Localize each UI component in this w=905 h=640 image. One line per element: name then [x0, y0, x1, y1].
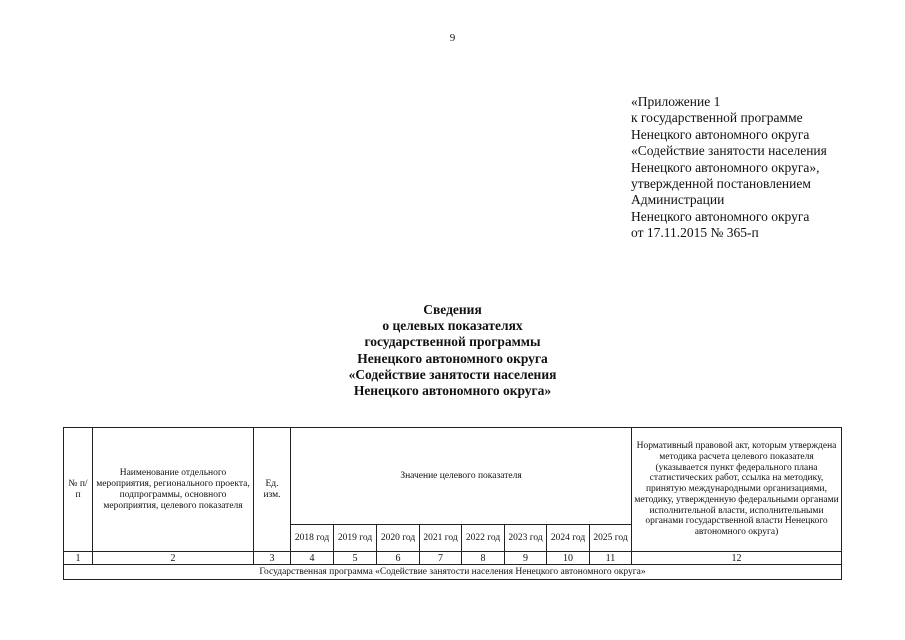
column-number: 3: [254, 552, 291, 565]
document-title: [0, 302, 905, 399]
title-line: Ненецкого автономного округа»: [353, 383, 552, 399]
appendix-line: «Содействие занятости населения: [631, 143, 827, 159]
title-line: государственной программы: [364, 334, 541, 350]
year-cell: 2020 год: [377, 525, 420, 552]
page-number: 9: [449, 32, 456, 44]
program-row: [64, 565, 842, 580]
program-name: Государственная программа «Содействие занятости населения Ненецкого автономного округа»: [64, 565, 842, 580]
header-legal-act: Нормативный правовой акт, которым утверждена методика расчета целевого показателя (указывается пункт федерального плана статистических работ, ссылка на методику, принятую международными организациями, методику, утвержденную федеральными органами исполнительной власти, исполнительными органами государственной власти Ненецкого автономного округа): [632, 428, 842, 552]
column-number: 11: [590, 552, 632, 565]
year-cell: 2018 год: [291, 525, 334, 552]
appendix-line: Ненецкого автономного округа: [631, 208, 810, 224]
header-unit: Ед. изм.: [254, 428, 291, 552]
title-line: о целевых показателях: [382, 318, 523, 334]
appendix-line: «Приложение 1: [631, 94, 721, 109]
header-row: [64, 428, 842, 525]
year-cell: 2023 год: [505, 525, 547, 552]
title-line: Сведения: [423, 302, 482, 317]
appendix-line: Ненецкого автономного округа: [631, 126, 810, 142]
column-number: 1: [64, 552, 93, 565]
appendix-line: Администрации: [631, 192, 725, 208]
column-number: 2: [93, 552, 254, 565]
column-numbers-row: [64, 552, 842, 565]
column-number: 7: [420, 552, 462, 565]
header-value: Значение целевого показателя: [291, 428, 632, 525]
header-number: № п/п: [64, 428, 93, 552]
appendix-line: от 17.11.2015 № 365-п: [631, 225, 759, 241]
column-number: 5: [334, 552, 377, 565]
year-cell: 2024 год: [547, 525, 590, 552]
column-number: 9: [505, 552, 547, 565]
column-number: 4: [291, 552, 334, 565]
column-number: 8: [462, 552, 505, 565]
year-cell: 2025 год: [590, 525, 632, 552]
appendix-line: Ненецкого автономного округа»,: [631, 159, 820, 175]
appendix-note: [631, 94, 881, 242]
column-number: 12: [632, 552, 842, 565]
title-line: Ненецкого автономного округа: [357, 350, 548, 366]
year-cell: 2022 год: [462, 525, 505, 552]
title-line: «Содействие занятости населения: [348, 366, 557, 382]
year-cell: 2021 год: [420, 525, 462, 552]
header-name: Наименование отдельного мероприятия, регионального проекта, подпрограммы, основного мероприятия, целевого показателя: [93, 428, 254, 552]
appendix-line: утвержденной постановлением: [631, 176, 811, 192]
target-indicators-table: [63, 427, 842, 580]
column-number: 10: [547, 552, 590, 565]
column-number: 6: [377, 552, 420, 565]
year-cell: 2019 год: [334, 525, 377, 552]
appendix-line: к государственной программе: [631, 110, 803, 126]
